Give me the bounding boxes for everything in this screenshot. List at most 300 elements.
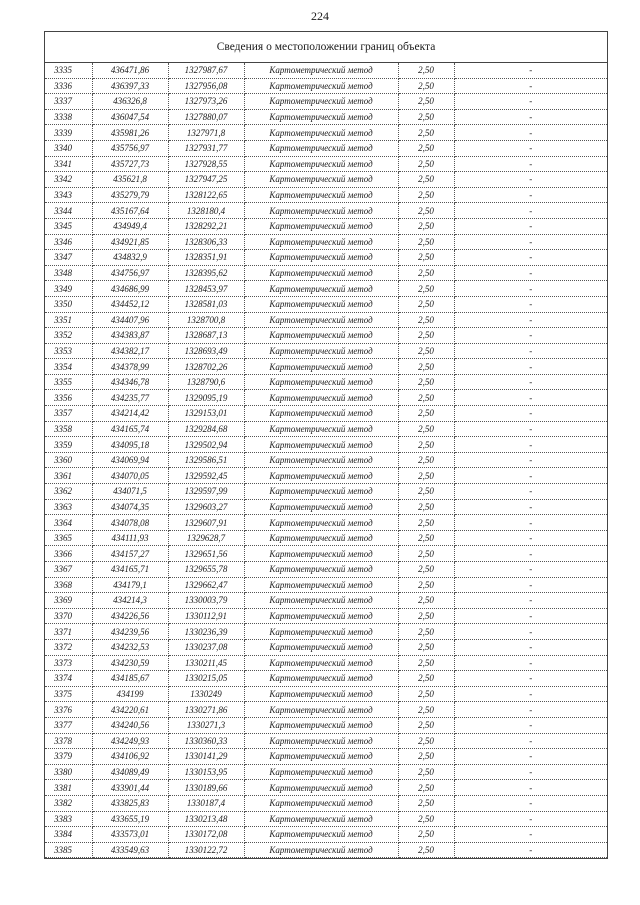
method-cell: Картометрический метод: [244, 265, 398, 281]
accuracy-cell: 2,50: [398, 296, 454, 312]
y-coordinate-cell: 1328306,33: [168, 234, 244, 250]
description-cell: -: [454, 406, 607, 422]
accuracy-cell: 2,50: [398, 452, 454, 468]
table-row: [45, 593, 607, 609]
y-coordinate-cell: 1328395,62: [168, 265, 244, 281]
table-row: [45, 484, 607, 500]
x-coordinate-cell: 434383,87: [92, 328, 168, 344]
x-coordinate-cell: 434232,53: [92, 639, 168, 655]
point-number-cell: 3374: [45, 671, 92, 687]
y-coordinate-cell: 1328702,26: [168, 359, 244, 375]
accuracy-cell: 2,50: [398, 281, 454, 297]
x-coordinate-cell: 434949,4: [92, 218, 168, 234]
description-cell: -: [454, 63, 607, 78]
accuracy-cell: 2,50: [398, 437, 454, 453]
description-cell: -: [454, 530, 607, 546]
table-row: [45, 577, 607, 593]
method-cell: Картометрический метод: [244, 187, 398, 203]
point-number-cell: 3378: [45, 733, 92, 749]
x-coordinate-cell: 434214,3: [92, 593, 168, 609]
method-cell: Картометрический метод: [244, 530, 398, 546]
y-coordinate-cell: 1329628,7: [168, 530, 244, 546]
accuracy-cell: 2,50: [398, 655, 454, 671]
method-cell: Картометрический метод: [244, 218, 398, 234]
accuracy-cell: 2,50: [398, 63, 454, 78]
description-cell: -: [454, 639, 607, 655]
x-coordinate-cell: 434199: [92, 686, 168, 702]
description-cell: -: [454, 780, 607, 796]
table-row: [45, 811, 607, 827]
y-coordinate-cell: 1327971,8: [168, 125, 244, 141]
description-cell: -: [454, 218, 607, 234]
table-row: [45, 421, 607, 437]
method-cell: Картометрический метод: [244, 811, 398, 827]
table-row: [45, 764, 607, 780]
table-row: [45, 717, 607, 733]
point-number-cell: 3344: [45, 203, 92, 219]
accuracy-cell: 2,50: [398, 577, 454, 593]
accuracy-cell: 2,50: [398, 109, 454, 125]
description-cell: -: [454, 671, 607, 687]
table-row: [45, 312, 607, 328]
accuracy-cell: 2,50: [398, 842, 454, 858]
table-row: [45, 655, 607, 671]
x-coordinate-cell: 434106,92: [92, 749, 168, 765]
description-cell: -: [454, 827, 607, 843]
table-row: [45, 499, 607, 515]
method-cell: Картометрический метод: [244, 390, 398, 406]
method-cell: Картометрический метод: [244, 717, 398, 733]
method-cell: Картометрический метод: [244, 795, 398, 811]
point-number-cell: 3352: [45, 328, 92, 344]
description-cell: -: [454, 702, 607, 718]
accuracy-cell: 2,50: [398, 686, 454, 702]
description-cell: -: [454, 109, 607, 125]
description-cell: -: [454, 172, 607, 188]
description-cell: -: [454, 265, 607, 281]
description-cell: -: [454, 624, 607, 640]
x-coordinate-cell: 434239,56: [92, 624, 168, 640]
description-cell: -: [454, 250, 607, 266]
point-number-cell: 3336: [45, 78, 92, 94]
table-row: [45, 187, 607, 203]
y-coordinate-cell: 1330360,33: [168, 733, 244, 749]
y-coordinate-cell: 1329597,99: [168, 484, 244, 500]
accuracy-cell: 2,50: [398, 421, 454, 437]
method-cell: Картометрический метод: [244, 312, 398, 328]
x-coordinate-cell: 436326,8: [92, 94, 168, 110]
x-coordinate-cell: 435981,26: [92, 125, 168, 141]
accuracy-cell: 2,50: [398, 671, 454, 687]
x-coordinate-cell: 436047,54: [92, 109, 168, 125]
x-coordinate-cell: 434095,18: [92, 437, 168, 453]
table-row: [45, 406, 607, 422]
x-coordinate-cell: 433655,19: [92, 811, 168, 827]
accuracy-cell: 2,50: [398, 546, 454, 562]
description-cell: -: [454, 125, 607, 141]
method-cell: Картометрический метод: [244, 406, 398, 422]
point-number-cell: 3340: [45, 140, 92, 156]
point-number-cell: 3360: [45, 452, 92, 468]
x-coordinate-cell: 435621,8: [92, 172, 168, 188]
description-cell: -: [454, 686, 607, 702]
x-coordinate-cell: 436397,33: [92, 78, 168, 94]
y-coordinate-cell: 1329603,27: [168, 499, 244, 515]
point-number-cell: 3359: [45, 437, 92, 453]
x-coordinate-cell: 434346,78: [92, 374, 168, 390]
accuracy-cell: 2,50: [398, 639, 454, 655]
y-coordinate-cell: 1328453,97: [168, 281, 244, 297]
method-cell: Картометрический метод: [244, 624, 398, 640]
method-cell: Картометрический метод: [244, 94, 398, 110]
x-coordinate-cell: 434452,12: [92, 296, 168, 312]
table-row: [45, 390, 607, 406]
x-coordinate-cell: 434235,77: [92, 390, 168, 406]
accuracy-cell: 2,50: [398, 608, 454, 624]
description-cell: -: [454, 312, 607, 328]
description-cell: -: [454, 281, 607, 297]
accuracy-cell: 2,50: [398, 811, 454, 827]
description-cell: -: [454, 764, 607, 780]
x-coordinate-cell: 434185,67: [92, 671, 168, 687]
y-coordinate-cell: 1329592,45: [168, 468, 244, 484]
table-row: [45, 78, 607, 94]
method-cell: Картометрический метод: [244, 140, 398, 156]
y-coordinate-cell: 1330211,45: [168, 655, 244, 671]
accuracy-cell: 2,50: [398, 234, 454, 250]
point-number-cell: 3356: [45, 390, 92, 406]
method-cell: Картометрический метод: [244, 702, 398, 718]
description-cell: -: [454, 484, 607, 500]
point-number-cell: 3369: [45, 593, 92, 609]
y-coordinate-cell: 1330236,39: [168, 624, 244, 640]
y-coordinate-cell: 1329662,47: [168, 577, 244, 593]
point-number-cell: 3381: [45, 780, 92, 796]
x-coordinate-cell: 434157,27: [92, 546, 168, 562]
table-row: [45, 530, 607, 546]
method-cell: Картометрический метод: [244, 499, 398, 515]
table-row: [45, 624, 607, 640]
accuracy-cell: 2,50: [398, 562, 454, 578]
method-cell: Картометрический метод: [244, 109, 398, 125]
x-coordinate-cell: 434214,42: [92, 406, 168, 422]
point-number-cell: 3354: [45, 359, 92, 375]
y-coordinate-cell: 1329284,68: [168, 421, 244, 437]
description-cell: -: [454, 390, 607, 406]
y-coordinate-cell: 1327880,07: [168, 109, 244, 125]
method-cell: Картометрический метод: [244, 608, 398, 624]
description-cell: -: [454, 328, 607, 344]
description-cell: -: [454, 749, 607, 765]
point-number-cell: 3345: [45, 218, 92, 234]
x-coordinate-cell: 434230,59: [92, 655, 168, 671]
y-coordinate-cell: 1328693,49: [168, 343, 244, 359]
method-cell: Картометрический метод: [244, 421, 398, 437]
x-coordinate-cell: 435279,79: [92, 187, 168, 203]
table-row: [45, 250, 607, 266]
accuracy-cell: 2,50: [398, 702, 454, 718]
point-number-cell: 3353: [45, 343, 92, 359]
x-coordinate-cell: 434756,97: [92, 265, 168, 281]
accuracy-cell: 2,50: [398, 764, 454, 780]
method-cell: Картометрический метод: [244, 172, 398, 188]
x-coordinate-cell: 435756,97: [92, 140, 168, 156]
description-cell: -: [454, 593, 607, 609]
y-coordinate-cell: 1329651,56: [168, 546, 244, 562]
coordinates-table: [45, 63, 607, 858]
description-cell: -: [454, 577, 607, 593]
table-row: [45, 639, 607, 655]
x-coordinate-cell: 434832,9: [92, 250, 168, 266]
description-cell: -: [454, 452, 607, 468]
y-coordinate-cell: 1330249: [168, 686, 244, 702]
table-row: [45, 140, 607, 156]
table-row: [45, 265, 607, 281]
method-cell: Картометрический метод: [244, 156, 398, 172]
method-cell: Картометрический метод: [244, 78, 398, 94]
x-coordinate-cell: 434179,1: [92, 577, 168, 593]
method-cell: Картометрический метод: [244, 780, 398, 796]
accuracy-cell: 2,50: [398, 468, 454, 484]
accuracy-cell: 2,50: [398, 624, 454, 640]
point-number-cell: 3368: [45, 577, 92, 593]
description-cell: -: [454, 515, 607, 531]
x-coordinate-cell: 434226,56: [92, 608, 168, 624]
method-cell: Картометрический метод: [244, 437, 398, 453]
method-cell: Картометрический метод: [244, 842, 398, 858]
x-coordinate-cell: 435727,73: [92, 156, 168, 172]
method-cell: Картометрический метод: [244, 468, 398, 484]
x-coordinate-cell: 434249,93: [92, 733, 168, 749]
table-row: [45, 780, 607, 796]
y-coordinate-cell: 1328790,6: [168, 374, 244, 390]
accuracy-cell: 2,50: [398, 94, 454, 110]
x-coordinate-cell: 434382,17: [92, 343, 168, 359]
y-coordinate-cell: 1329655,78: [168, 562, 244, 578]
y-coordinate-cell: 1328122,65: [168, 187, 244, 203]
point-number-cell: 3341: [45, 156, 92, 172]
description-cell: -: [454, 468, 607, 484]
method-cell: Картометрический метод: [244, 764, 398, 780]
x-coordinate-cell: 434378,99: [92, 359, 168, 375]
accuracy-cell: 2,50: [398, 499, 454, 515]
point-number-cell: 3367: [45, 562, 92, 578]
page-number: 224: [311, 9, 329, 23]
y-coordinate-cell: 1330003,79: [168, 593, 244, 609]
description-cell: -: [454, 546, 607, 562]
table-row: [45, 437, 607, 453]
accuracy-cell: 2,50: [398, 406, 454, 422]
description-cell: -: [454, 94, 607, 110]
table-row: [45, 374, 607, 390]
y-coordinate-cell: 1329095,19: [168, 390, 244, 406]
method-cell: Картометрический метод: [244, 562, 398, 578]
table-row: [45, 94, 607, 110]
x-coordinate-cell: 434111,93: [92, 530, 168, 546]
point-number-cell: 3365: [45, 530, 92, 546]
table-row: [45, 702, 607, 718]
accuracy-cell: 2,50: [398, 530, 454, 546]
point-number-cell: 3371: [45, 624, 92, 640]
table-row: [45, 359, 607, 375]
table-row: [45, 281, 607, 297]
y-coordinate-cell: 1330213,48: [168, 811, 244, 827]
point-number-cell: 3339: [45, 125, 92, 141]
point-number-cell: 3337: [45, 94, 92, 110]
method-cell: Картометрический метод: [244, 125, 398, 141]
accuracy-cell: 2,50: [398, 717, 454, 733]
description-cell: -: [454, 140, 607, 156]
x-coordinate-cell: 434069,94: [92, 452, 168, 468]
method-cell: Картометрический метод: [244, 749, 398, 765]
x-coordinate-cell: 435167,64: [92, 203, 168, 219]
y-coordinate-cell: 1330122,72: [168, 842, 244, 858]
accuracy-cell: 2,50: [398, 125, 454, 141]
point-number-cell: 3379: [45, 749, 92, 765]
accuracy-cell: 2,50: [398, 359, 454, 375]
y-coordinate-cell: 1329502,94: [168, 437, 244, 453]
point-number-cell: 3358: [45, 421, 92, 437]
table-title: Сведения о местоположении границ объекта: [45, 32, 607, 63]
accuracy-cell: 2,50: [398, 328, 454, 344]
y-coordinate-cell: 1328581,03: [168, 296, 244, 312]
table-row: [45, 218, 607, 234]
description-cell: -: [454, 717, 607, 733]
table-row: [45, 452, 607, 468]
point-number-cell: 3355: [45, 374, 92, 390]
table-row: [45, 343, 607, 359]
description-cell: -: [454, 437, 607, 453]
method-cell: Картометрический метод: [244, 655, 398, 671]
x-coordinate-cell: 433573,01: [92, 827, 168, 843]
x-coordinate-cell: 434220,61: [92, 702, 168, 718]
table-row: [45, 795, 607, 811]
point-number-cell: 3350: [45, 296, 92, 312]
method-cell: Картометрический метод: [244, 452, 398, 468]
x-coordinate-cell: 433549,63: [92, 842, 168, 858]
table-row: [45, 842, 607, 858]
point-number-cell: 3377: [45, 717, 92, 733]
method-cell: Картометрический метод: [244, 359, 398, 375]
method-cell: Картометрический метод: [244, 733, 398, 749]
table-row: [45, 125, 607, 141]
point-number-cell: 3366: [45, 546, 92, 562]
table-row: [45, 733, 607, 749]
table-row: [45, 156, 607, 172]
accuracy-cell: 2,50: [398, 390, 454, 406]
method-cell: Картометрический метод: [244, 234, 398, 250]
accuracy-cell: 2,50: [398, 265, 454, 281]
table-row: [45, 749, 607, 765]
method-cell: Картометрический метод: [244, 203, 398, 219]
x-coordinate-cell: 434078,08: [92, 515, 168, 531]
description-cell: -: [454, 203, 607, 219]
y-coordinate-cell: 1327973,26: [168, 94, 244, 110]
y-coordinate-cell: 1330187,4: [168, 795, 244, 811]
table-row: [45, 203, 607, 219]
description-cell: -: [454, 655, 607, 671]
point-number-cell: 3342: [45, 172, 92, 188]
point-number-cell: 3372: [45, 639, 92, 655]
y-coordinate-cell: 1327931,77: [168, 140, 244, 156]
method-cell: Картометрический метод: [244, 593, 398, 609]
description-cell: -: [454, 562, 607, 578]
accuracy-cell: 2,50: [398, 733, 454, 749]
accuracy-cell: 2,50: [398, 187, 454, 203]
point-number-cell: 3357: [45, 406, 92, 422]
description-cell: -: [454, 733, 607, 749]
method-cell: Картометрический метод: [244, 686, 398, 702]
point-number-cell: 3347: [45, 250, 92, 266]
table-row: [45, 63, 607, 78]
point-number-cell: 3348: [45, 265, 92, 281]
point-number-cell: 3364: [45, 515, 92, 531]
table-row: [45, 109, 607, 125]
x-coordinate-cell: 434070,05: [92, 468, 168, 484]
method-cell: Картометрический метод: [244, 639, 398, 655]
x-coordinate-cell: 434165,74: [92, 421, 168, 437]
point-number-cell: 3385: [45, 842, 92, 858]
x-coordinate-cell: 433901,44: [92, 780, 168, 796]
method-cell: Картометрический метод: [244, 827, 398, 843]
method-cell: Картометрический метод: [244, 374, 398, 390]
method-cell: Картометрический метод: [244, 328, 398, 344]
accuracy-cell: 2,50: [398, 749, 454, 765]
description-cell: -: [454, 795, 607, 811]
y-coordinate-cell: 1330153,95: [168, 764, 244, 780]
accuracy-cell: 2,50: [398, 218, 454, 234]
accuracy-cell: 2,50: [398, 343, 454, 359]
x-coordinate-cell: 434089,49: [92, 764, 168, 780]
accuracy-cell: 2,50: [398, 78, 454, 94]
accuracy-cell: 2,50: [398, 312, 454, 328]
description-cell: -: [454, 156, 607, 172]
table-row: [45, 671, 607, 687]
y-coordinate-cell: 1327947,25: [168, 172, 244, 188]
point-number-cell: 3375: [45, 686, 92, 702]
description-cell: -: [454, 608, 607, 624]
x-coordinate-cell: 434921,85: [92, 234, 168, 250]
method-cell: Картометрический метод: [244, 515, 398, 531]
description-cell: -: [454, 359, 607, 375]
description-cell: -: [454, 187, 607, 203]
table-row: [45, 296, 607, 312]
description-cell: -: [454, 296, 607, 312]
boundary-table: [44, 31, 608, 859]
point-number-cell: 3370: [45, 608, 92, 624]
point-number-cell: 3376: [45, 702, 92, 718]
y-coordinate-cell: 1329607,91: [168, 515, 244, 531]
point-number-cell: 3338: [45, 109, 92, 125]
method-cell: Картометрический метод: [244, 250, 398, 266]
x-coordinate-cell: 434240,56: [92, 717, 168, 733]
description-cell: -: [454, 842, 607, 858]
table-row: [45, 686, 607, 702]
y-coordinate-cell: 1328700,8: [168, 312, 244, 328]
accuracy-cell: 2,50: [398, 374, 454, 390]
method-cell: Картометрический метод: [244, 281, 398, 297]
table-row: [45, 608, 607, 624]
y-coordinate-cell: 1330189,66: [168, 780, 244, 796]
y-coordinate-cell: 1330172,08: [168, 827, 244, 843]
x-coordinate-cell: 434071,5: [92, 484, 168, 500]
method-cell: Картометрический метод: [244, 671, 398, 687]
description-cell: -: [454, 374, 607, 390]
point-number-cell: 3335: [45, 63, 92, 78]
x-coordinate-cell: 434074,35: [92, 499, 168, 515]
y-coordinate-cell: 1330271,3: [168, 717, 244, 733]
y-coordinate-cell: 1327987,67: [168, 63, 244, 78]
